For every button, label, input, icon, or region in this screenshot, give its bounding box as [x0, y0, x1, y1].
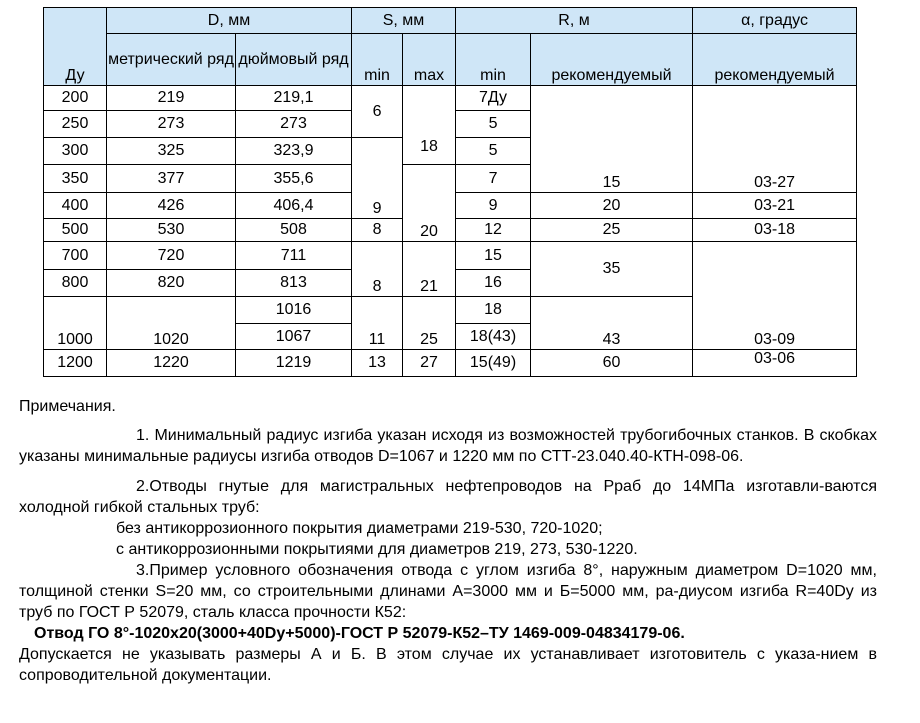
cell-s-min: 11 — [352, 297, 403, 350]
cell-metric: 1220 — [107, 350, 236, 377]
cell-inch: 219,1 — [236, 86, 352, 111]
cell-r-rec: 25 — [531, 219, 693, 242]
cell-inch: 711 — [236, 242, 352, 270]
cell-s-min: 8 — [352, 242, 403, 297]
cell-du: 300 — [44, 138, 107, 165]
cell-inch: 508 — [236, 219, 352, 242]
header-r-rec: рекомендуемый — [531, 34, 693, 86]
cell-s-min: 13 — [352, 350, 403, 377]
cell-metric: 377 — [107, 165, 236, 193]
cell-r-min: 9 — [456, 193, 531, 219]
header-r-min: min — [456, 34, 531, 86]
cell-metric: 273 — [107, 111, 236, 138]
header-s-max: max — [403, 34, 456, 86]
header-alpha: α, градус — [693, 8, 857, 34]
cell-du: 350 — [44, 165, 107, 193]
note-2a: без антикоррозионного покрытия диаметрами 219-530, 720-1020; — [116, 520, 603, 537]
cell-s-max: 20 — [403, 165, 456, 242]
notes-section — [19, 396, 877, 686]
cell-s-max: 27 — [403, 350, 456, 377]
note-last: Допускается не указывать размеры А и Б. В этом случае их устанавливает изготовитель с указа-нием в сопроводительной документации. — [19, 646, 877, 684]
cell-r-min: 16 — [456, 270, 531, 297]
cell-inch: 406,4 — [236, 193, 352, 219]
spec-table — [43, 7, 857, 377]
cell-s-max: 25 — [403, 297, 456, 350]
cell-r-min: 7 — [456, 165, 531, 193]
cell-s-max-blank — [403, 86, 456, 138]
cell-du: 400 — [44, 193, 107, 219]
cell-a-rec: 03-09 — [693, 242, 857, 350]
cell-inch: 1219 — [236, 350, 352, 377]
header-a-rec: рекомендуемый — [693, 34, 857, 86]
cell-s-min: 6 — [352, 86, 403, 138]
cell-r-rec: 20 — [531, 193, 693, 219]
cell-s-max: 18 — [403, 138, 456, 165]
cell-metric: 530 — [107, 219, 236, 242]
header-s-min: min — [352, 34, 403, 86]
cell-a-rec: 03-27 — [693, 86, 857, 193]
cell-r-min: 15 — [456, 242, 531, 270]
cell-r-min: 15(49) — [456, 350, 531, 377]
cell-metric: 1020 — [107, 297, 236, 350]
header-metric: метрический ряд — [107, 34, 236, 86]
cell-inch: 813 — [236, 270, 352, 297]
cell-s-min: 8 — [352, 219, 403, 242]
cell-metric: 426 — [107, 193, 236, 219]
cell-a-rec: 03-06 — [693, 350, 857, 377]
cell-r-rec: 43 — [531, 297, 693, 350]
cell-metric: 219 — [107, 86, 236, 111]
cell-r-min: 12 — [456, 219, 531, 242]
cell-inch: 1016 — [236, 297, 352, 324]
cell-metric: 820 — [107, 270, 236, 297]
cell-r-rec: 35 — [531, 242, 693, 297]
designation-example: Отвод ГО 8°-1020х20(3000+40Dу+5000)-ГОСТ Р 52079-К52–ТУ 1469-009-04834179-06. — [34, 625, 685, 642]
cell-du: 1000 — [44, 297, 107, 350]
cell-metric: 325 — [107, 138, 236, 165]
cell-du: 700 — [44, 242, 107, 270]
cell-inch: 355,6 — [236, 165, 352, 193]
cell-inch: 273 — [236, 111, 352, 138]
header-s: S, мм — [352, 8, 456, 34]
cell-inch: 1067 — [236, 324, 352, 350]
cell-r-min: 5 — [456, 111, 531, 138]
note-2: 2.Отводы гнутые для магистральных нефтепроводов на Рраб до 14МПа изготавли-ваются холодной гибкой стальных труб: — [19, 478, 877, 516]
cell-s-max: 21 — [403, 242, 456, 297]
cell-s-min: 9 — [352, 138, 403, 219]
header-r: R, м — [456, 8, 693, 34]
cell-du: 800 — [44, 270, 107, 297]
cell-r-rec: 15 — [531, 86, 693, 193]
cell-metric: 720 — [107, 242, 236, 270]
header-d: D, мм — [107, 8, 352, 34]
cell-du: 500 — [44, 219, 107, 242]
cell-du: 1200 — [44, 350, 107, 377]
cell-r-min: 18 — [456, 297, 531, 324]
cell-r-min: 18(43) — [456, 324, 531, 350]
cell-r-rec: 60 — [531, 350, 693, 377]
cell-r-min: 7Ду — [456, 86, 531, 111]
header-du: Ду — [44, 8, 107, 86]
note-1: 1. Минимальный радиус изгиба указан исходя из возможностей трубогибочных станков. В скобках указаны минимальные радиусы изгиба отводов D=1067 и 1220 мм по СТТ-23.040.40-КТН-098-06. — [19, 427, 877, 465]
cell-du: 250 — [44, 111, 107, 138]
cell-a-rec: 03-21 — [693, 193, 857, 219]
cell-du: 200 — [44, 86, 107, 111]
note-2b: с антикоррозионными покрытиями для диаметров 219, 273, 530-1220. — [116, 541, 638, 558]
cell-inch: 323,9 — [236, 138, 352, 165]
note-3: 3.Пример условного обозначения отвода с углом изгиба 8°, наружным диаметром D=1020 мм, толщиной стенки S=20 мм, со строительными длинами А=3000 мм и Б=5000 мм, ра-диусом изгиба R=40Dy из труб по ГОСТ Р 52079, сталь класса прочности К52: — [19, 562, 877, 621]
header-inch: дюймовый ряд — [236, 34, 352, 86]
notes-title: Примечания. — [19, 398, 116, 415]
cell-r-min: 5 — [456, 138, 531, 165]
cell-a-rec: 03-18 — [693, 219, 857, 242]
